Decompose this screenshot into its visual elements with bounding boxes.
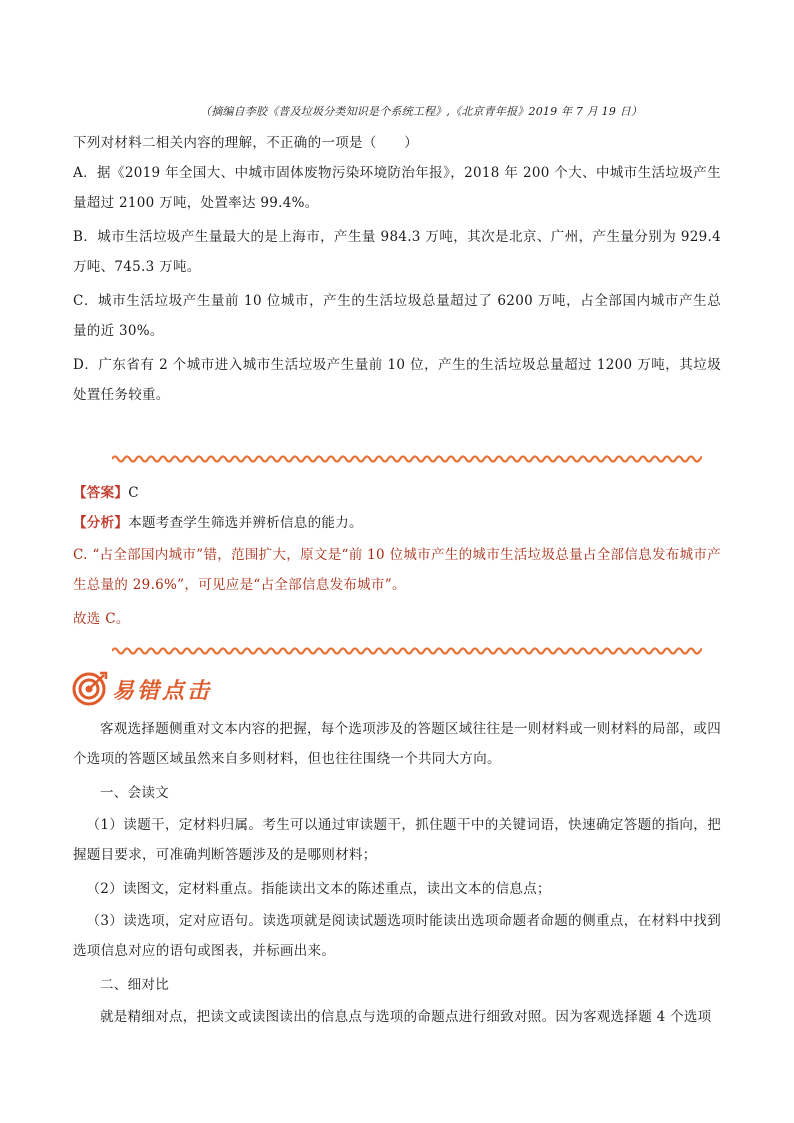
analysis-text: 本题考查学生筛选并辨析信息的能力。	[128, 515, 363, 531]
question-stem: 下列对材料二相关内容的理解，不正确的一项是（ ）	[73, 135, 418, 151]
section-intro: 客观选择题侧重对文本内容的把握，每个选项涉及的答题区域往往是一则材料或一则材料的局部，或四个选项的答题区域虽然来自多则材料，但也往往围绕一个共同大方向。	[73, 721, 721, 767]
wave-divider-bottom	[112, 644, 702, 658]
option-a: A．据《2019 年全国大、中城市固体废物污染环境防治年报》，2018 年 200 个大、中城市生活垃圾产生量超过 2100 万吨，处置率达 99.4%。	[73, 165, 721, 211]
step-3: （3）读选项，定对应语句。读选项就是阅读试题选项时能读出选项命题者命题的侧重点，在材料中找到选项信息对应的语句或图表，并标画出来。	[73, 913, 721, 959]
analysis-conclusion: 故选 C。	[73, 611, 130, 627]
option-c: C．城市生活垃圾产生量前 10 位城市，产生的生活垃圾总量超过了 6200 万吨，占全部国内城市产生总量的近 30%。	[73, 293, 721, 339]
analysis-line	[73, 508, 721, 538]
step-1: （1）读题干，定材料归属。考生可以通过审读题干，抓住题干中的关键词语，快速确定答题的指向，把握题目要求，可准确判断答题涉及的是哪则材料；	[73, 817, 721, 863]
answer-line	[73, 478, 721, 508]
section-title: 易错点击	[112, 679, 213, 704]
target-arrow-icon	[72, 671, 108, 707]
step-2: （2）读图文，定材料重点。指能读出文本的陈述重点，读出文本的信息点；	[86, 881, 551, 897]
heading-compare: 二、细对比	[100, 977, 169, 993]
wave-divider-top	[112, 452, 702, 466]
analysis-label: 【分析】	[73, 515, 129, 531]
section-banner	[72, 671, 292, 707]
heading-read-text: 一、会读文	[100, 785, 169, 801]
option-d: D．广东省有 2 个城市进入城市生活垃圾产生量前 10 位，产生的生活垃圾总量超过 1200 万吨，其垃圾处置任务较重。	[73, 357, 721, 403]
compare-text: 就是精细对点，把读文或读图读出的信息点与选项的命题点进行细致对照。因为客观选择题 4 个选项	[100, 1009, 712, 1025]
answer-label: 【答案】	[73, 485, 129, 501]
option-b: B．城市生活垃圾产生量最大的是上海市，产生量 984.3 万吨，其次是北京、广州，产生量分别为 929.4 万吨、745.3 万吨。	[73, 229, 721, 275]
answer-value: C	[128, 485, 139, 501]
source-note: （摘编自李胶《普及垃圾分类知识是个系统工程》,《北京青年报》2019 年 7 月 19 日）	[200, 105, 643, 118]
analysis-detail: C. “占全部国内城市”错，范围扩大，原文是“前 10 位城市产生的城市生活垃圾总量占全部信息发布城市产生总量的 29.6%”，可见应是“占全部信息发布城市”。	[73, 547, 721, 593]
